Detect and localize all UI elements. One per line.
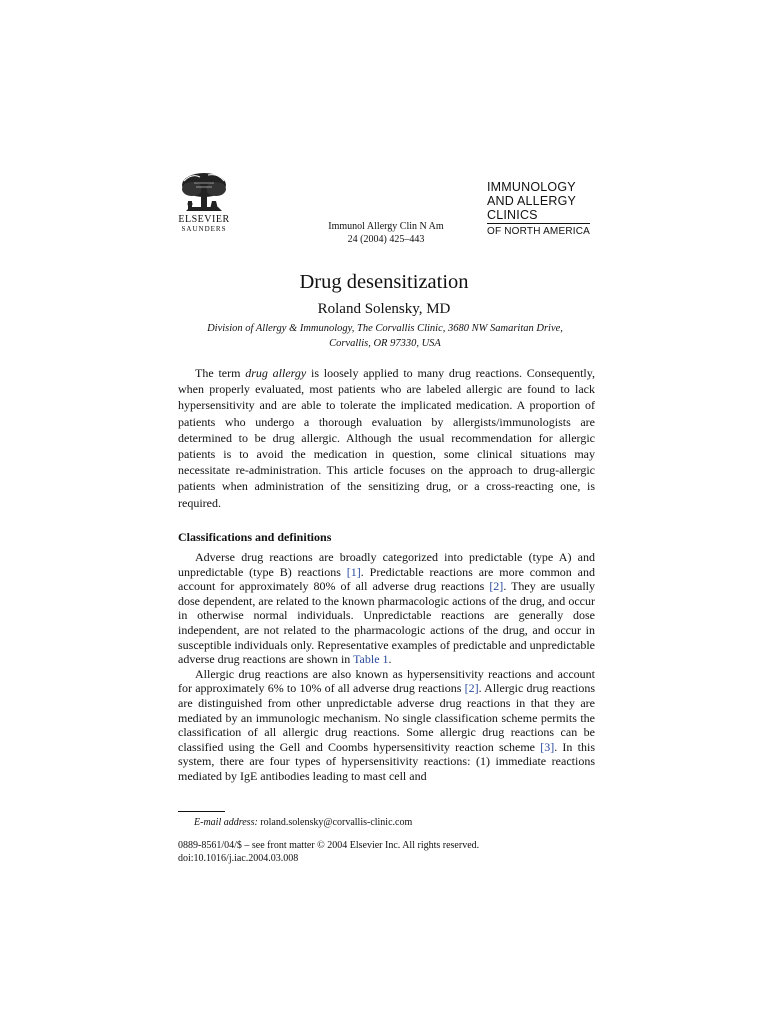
p1-text-d: . — [388, 652, 392, 667]
p1-text-a: Adverse drug reactions are broadly categorized into predictable (type A) and unpredictable (type B) reactions — [178, 550, 595, 579]
abstract — [178, 365, 595, 511]
section-heading: Classifications and definitions — [178, 530, 332, 544]
copyright-line: 0889-8561/04/$ – see front matter © 2004 Elsevier Inc. All rights reserved. — [178, 840, 480, 851]
masthead-line4: OF NORTH AMERICA — [487, 223, 590, 239]
copyright-block — [178, 839, 479, 865]
abstract-text-post: is loosely applied to many drug reactions. Consequently, when properly evaluated, most patients who are labeled allergic are found to lack hypersensitivity and are able to tolerate the implicated medication. A proportion of patients who undergo a thorough evaluation by allergists/immunologists are determined to be drug allergic. Although the usual recommendation for allergic patients is to avoid the medication in question, some clinical situations may necessitate re-administration. This article focuses on the approach to drug-allergic patients when administration of the sensitizing drug, or a cross-reacting one, is required. — [178, 366, 595, 510]
abstract-paragraph — [178, 365, 595, 511]
table-link[interactable]: Table 1 — [353, 652, 389, 667]
masthead-line2: AND ALLERGY — [487, 194, 577, 208]
citation-link[interactable]: [1] — [346, 564, 361, 579]
citation-link[interactable]: [3] — [540, 739, 555, 754]
section-body — [178, 550, 595, 784]
p2-text-b: . Allergic drug reactions are distinguished from other unpredictable adverse drug reactions in that they are mediated by an immunologic mechanism. No single classification scheme permits the classification of all allergic drug reactions. Some allergic drug reactions can be classified using the Gell and Coombs hypersensitivity reaction scheme — [178, 681, 596, 754]
footnote-rule — [178, 811, 225, 812]
publisher-imprint: SAUNDERS — [181, 225, 227, 233]
email-label: E-mail address: — [194, 817, 258, 828]
citation-link[interactable]: [2] — [489, 579, 504, 594]
p1-text-c: . They are usually dose dependent, are related to the known pharmacologic actions of the drug, and occur in otherwise normal individuals. Unpredictable reactions are generally dose independent, are not related to the pharmacologic actions of the drug, and occur in susceptible individuals only. Representative examples of predictable and unpredictable adverse drug reactions are shown in — [178, 579, 595, 667]
body-paragraph-2 — [178, 667, 595, 784]
elsevier-tree-icon — [178, 171, 230, 215]
p2-text-a: Allergic drug reactions are also known as hypersensitivity reactions and account for approximately 6% to 10% of all adverse drug reactions — [178, 666, 595, 696]
author-affiliation — [178, 321, 592, 351]
p2-text-c: . In this system, there are four types of hypersensitivity reactions: (1) immediate reactions mediated by IgE antibodies leading to mast cell and — [178, 739, 595, 783]
author-email-footnote — [194, 817, 412, 828]
journal-masthead — [487, 180, 597, 239]
body-paragraph-1 — [178, 550, 595, 667]
citation-line2: 24 (2004) 425–443 — [347, 234, 425, 245]
p1-text-b: . Predictable reactions are more common and account for approximately 80% of all adverse drug reactions — [178, 564, 595, 594]
abstract-term: drug allergy — [245, 366, 307, 380]
citation-link[interactable]: [2] — [464, 681, 479, 696]
masthead-line3: CLINICS — [487, 208, 538, 222]
article-title: Drug desensitization — [299, 271, 469, 293]
publisher-name: ELSEVIER — [178, 214, 230, 225]
journal-citation — [316, 220, 456, 246]
doi-line[interactable]: doi:10.1016/j.iac.2004.03.008 — [178, 853, 299, 864]
affiliation-line2: Corvallis, OR 97330, USA — [329, 338, 441, 349]
publisher-logo — [178, 171, 234, 233]
author-name: Roland Solensky, MD — [317, 301, 451, 317]
affiliation-line1: Division of Allergy & Immunology, The Corvallis Clinic, 3680 NW Samaritan Drive, — [207, 323, 563, 334]
abstract-text-pre: The term — [195, 366, 246, 380]
email-address[interactable]: roland.solensky@corvallis-clinic.com — [260, 817, 413, 828]
masthead-line1: IMMUNOLOGY — [487, 180, 576, 194]
citation-line1: Immunol Allergy Clin N Am — [328, 221, 444, 232]
